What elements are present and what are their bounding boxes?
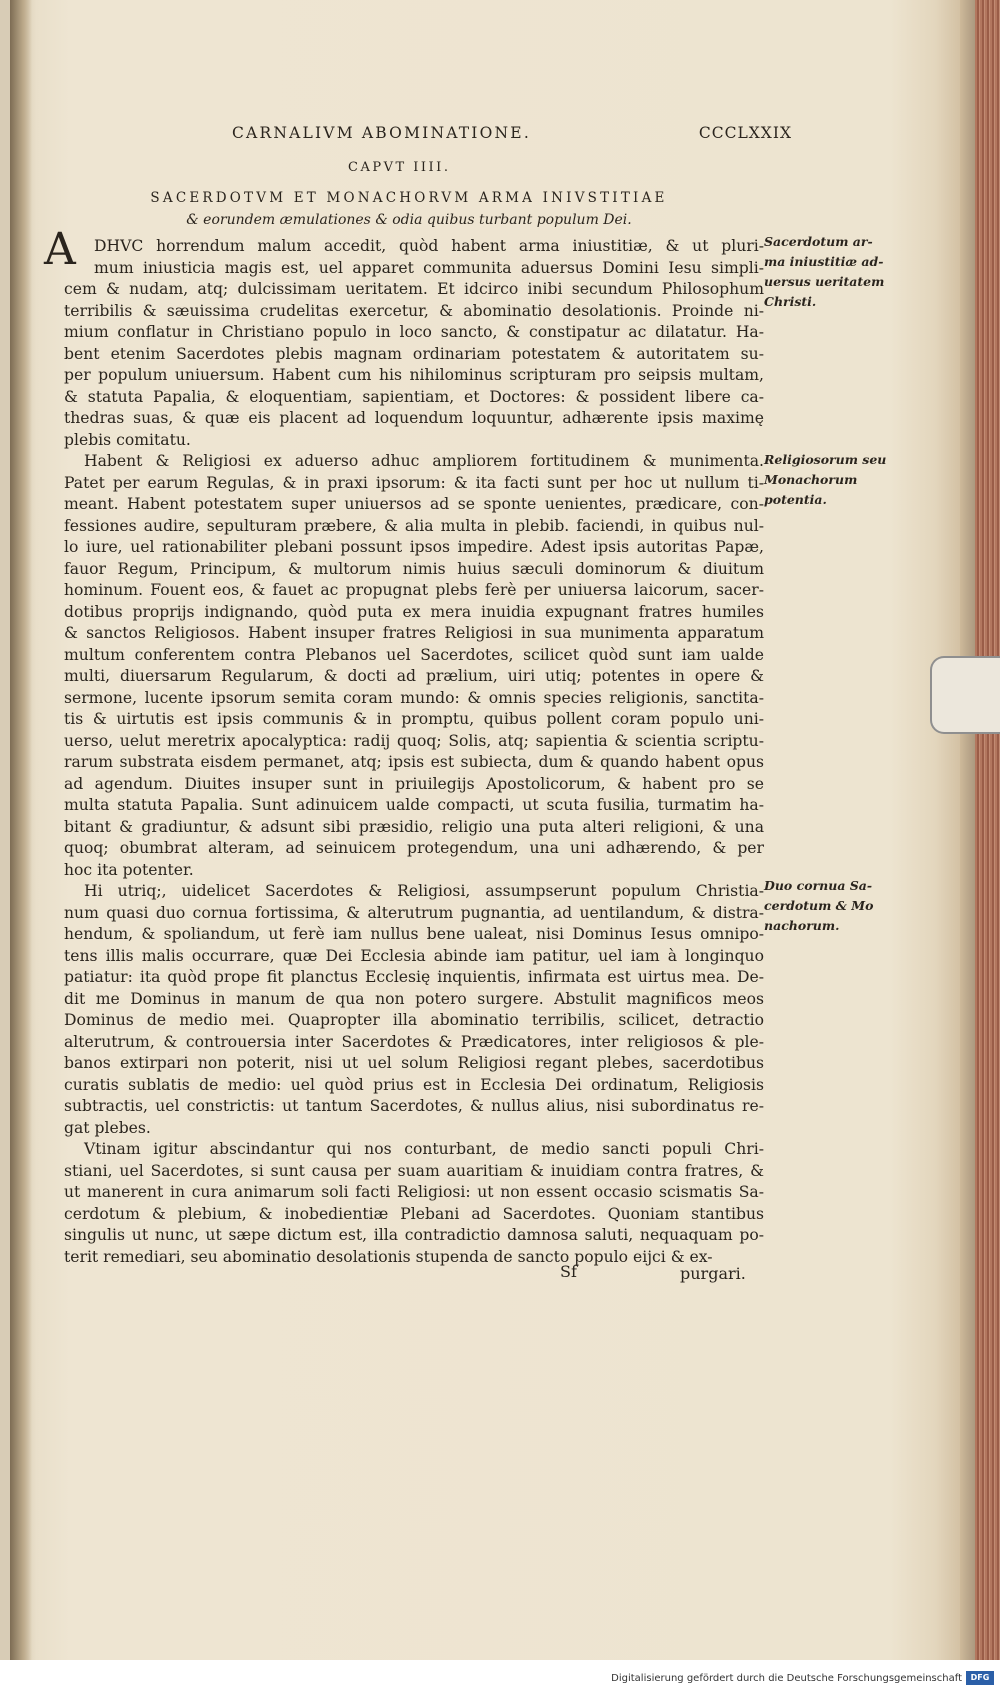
- paragraph-2: [64, 451, 764, 881]
- text-line: Hi utriq;, uidelicet Sacerdotes & Religiosi, assumpserunt populum Christia-: [84, 882, 764, 900]
- margin-note-2: [764, 450, 894, 510]
- text-line: quoq; obumbrat alteram, ad seinuicem protegendum, una uni adhærendo, & per: [64, 839, 764, 857]
- text-line: curatis sublatis de medio: uel quòd prius est in Ecclesia Dei ordinatum, Religiosis: [64, 1075, 764, 1094]
- text-line: tis & uirtutis est ipsis communis & in promptu, quibus pollent coram populo uni-: [64, 710, 764, 728]
- dfg-logo-icon: DFG: [966, 1671, 994, 1685]
- footer-credit: Digitalisierung gefördert durch die Deutsche Forschungsgemeinschaft: [611, 1673, 962, 1684]
- text-line: thedras suas, & quæ eis placent ad loquendum loquuntur, adhærente ipsis maximę: [64, 409, 764, 427]
- text-line: Patet per earum Regulas, & in praxi ipsorum: & ita facti sunt per hoc ut nullum ti-: [64, 473, 764, 492]
- margin-note-line: Monachorum: [764, 472, 858, 487]
- text-line: num quasi duo cornua fortissima, & alterutrum pugnantia, ad uentilandum, & distra-: [64, 903, 764, 922]
- margin-note-line: potentia.: [764, 492, 827, 507]
- text-line: uerso, uelut meretrix apocalyptica: radij quoq; Solis, atq; sapientia & scientia scriptu-: [64, 731, 764, 750]
- text-line: tens illis malis occurrare, quæ Dei Ecclesia abinde iam patitur, uel iam à longinquo: [64, 946, 764, 965]
- text-line: fauor Regum, Principum, & multorum nimis huius sæculi dominorum & diuitum: [64, 559, 764, 578]
- text-line: dotibus proprijs indignando, quòd puta ex mera inuidia expugnant fratres humiles: [64, 602, 764, 621]
- text-line: Dominus de medio mei. Quapropter illa abominatio terribilis, scilicet, detractio: [64, 1011, 764, 1029]
- text-line: bent etenim Sacerdotes plebis magnam ordinariam potestatem & autoritatem su-: [64, 344, 764, 363]
- margin-note-3: [764, 876, 894, 936]
- margin-note-line: Religiosorum seu: [764, 452, 887, 467]
- text-line: bitant & gradiuntur, & adsunt sibi præsidio, religio una puta alteri religioni, & una: [64, 817, 764, 836]
- text-line: rarum substrata eisdem permanet, atq; ipsis est subiecta, dum & quando habent opus: [64, 753, 764, 771]
- text-line: Habent & Religiosi ex aduerso adhuc ampliorem fortitudinem & munimenta.: [84, 452, 764, 470]
- text-line: plebis comitatu.: [64, 430, 191, 449]
- running-title: CARNALIVM ABOMINATIONE.: [232, 124, 531, 142]
- margin-note-line: cerdotum & Mo: [764, 898, 874, 913]
- text-line: ad agendum. Diuites insuper sunt in priuilegijs Apostolicorum, & habent pro se: [64, 774, 764, 793]
- text-line: hendum, & spoliandum, ut ferè iam nullus bene ualeat, nisi Dominus Iesus omnipo-: [64, 925, 764, 943]
- text-line: hominum. Fouent eos, & fauet ac propugnat plebs ferè per uniuersa laicorum, sacer-: [64, 581, 764, 599]
- catchword: purgari.: [680, 1264, 746, 1283]
- text-line: sermone, lucente ipsorum semita coram mundo: & omnis species religionis, sanctita-: [64, 688, 764, 707]
- margin-note-line: nachorum.: [764, 918, 840, 933]
- margin-note-line: Duo cornua Sa-: [764, 878, 873, 893]
- text-line: multum conferentem contra Plebanos uel Sacerdotes, scilicet quòd sunt iam ualde: [64, 645, 764, 664]
- book-edges: [975, 0, 1000, 1660]
- page-tab-marker: [930, 656, 1000, 734]
- text-line: mum iniusticia magis est, uel apparet communita aduersus Domini Iesu simpli-: [94, 258, 764, 277]
- drop-cap: A: [44, 224, 76, 275]
- text-line: stiani, uel Sacerdotes, si sunt causa per suam auaritiam & inuidiam contra fratres, &: [64, 1161, 764, 1180]
- margin-note-line: ma iniustitiæ ad-: [764, 254, 884, 269]
- running-header: [232, 124, 792, 146]
- body-text: [64, 236, 764, 1268]
- text-line: & statuta Papalia, & eloquentiam, sapientiam, et Doctores: & possident libere ca-: [64, 387, 764, 406]
- chapter-subtitle: SACERDOTVM ET MONACHORVM ARMA INIVSTITIAE: [150, 190, 668, 206]
- gutter-shadow: [10, 0, 32, 1660]
- chapter-subtitle-italic: & eorundem æmulationes & odia quibus turbant populum Dei.: [186, 212, 632, 228]
- signature-mark: Sf: [560, 1262, 577, 1281]
- margin-note-1: [764, 232, 894, 312]
- text-line: dit me Dominus in manum de qua non potero surgere. Abstulit magnificos meos: [64, 989, 764, 1008]
- folio-number: CCCLXXIX: [698, 124, 792, 142]
- text-line: meant. Habent potestatem super uniuersos ad se sponte uenientes, prædicare, con-: [64, 495, 764, 513]
- paragraph-3: [64, 881, 764, 1139]
- paragraph-1: [64, 236, 764, 451]
- margin-note-line: uersus ueritatem: [764, 274, 885, 289]
- text-line: DHVC horrendum malum accedit, quòd habent arma iniustitiæ, & ut pluri-: [94, 237, 764, 255]
- text-line: subtractis, uel constrictis: ut tantum Sacerdotes, & nullus alius, nisi subordinatus re-: [64, 1097, 764, 1115]
- text-line: singulis ut nunc, ut sæpe dictum est, illa contradictio damnosa saluti, nequaquam po-: [64, 1226, 764, 1244]
- text-line: patiatur: ita quòd prope fit planctus Ecclesię inquientis, infirmata est uirtus mea. De-: [64, 968, 764, 986]
- text-line: terit remediari, seu abominatio desolationis stupenda de sancto populo eijci & ex-: [64, 1247, 713, 1266]
- text-line: Vtinam igitur abscindantur qui nos conturbant, de medio sancti populi Chri-: [84, 1140, 764, 1158]
- text-line: multa statuta Papalia. Sunt adinuicem ualde compacti, ut scuta fusilia, turmatim ha-: [64, 796, 764, 814]
- text-line: banos extirpari non poterit, nisi ut uel solum Religiosi regant plebes, sacerdotibus: [64, 1054, 764, 1072]
- paragraph-4: [64, 1139, 764, 1268]
- text-line: fessiones audire, sepulturam præbere, & alia multa in plebib. faciendi, in quibus nul-: [64, 516, 764, 535]
- text-line: alterutrum, & controuersia inter Sacerdotes & Prædicatores, inter religiosos & ple-: [64, 1032, 764, 1051]
- text-line: hoc ita potenter.: [64, 860, 194, 879]
- text-line: ut manerent in cura animarum soli facti Religiosi: ut non essent occasio scismatis Sa-: [64, 1183, 764, 1201]
- text-line: gat plebes.: [64, 1118, 151, 1137]
- margin-note-line: Sacerdotum ar-: [764, 234, 873, 249]
- text-line: cerdotum & plebium, & inobedientiæ Plebani ad Sacerdotes. Quoniam stantibus: [64, 1204, 764, 1223]
- text-line: cem & nudam, atq; dulcissimam ueritatem. Et idcirco inibi secundum Philosophum: [64, 280, 764, 298]
- text-line: mium conflatur in Christiano populo in loco sancto, & constipatur ac dilatatur. Ha-: [64, 323, 764, 341]
- text-line: lo iure, uel rationabiliter plebani possunt ipsos impedire. Adest ipsis autoritas Papæ,: [64, 538, 764, 556]
- text-line: multi, diuersarum Regularum, & docti ad prælium, uiri utiq; potentes in opere &: [64, 667, 764, 685]
- text-line: per populum uniuersum. Habent cum his nihilominus scripturam pro seipsis multam,: [64, 366, 764, 384]
- text-line: terribilis & sæuissima crudelitas exercetur, & abominatio desolationis. Proinde ni-: [64, 301, 764, 320]
- margin-note-line: Christi.: [764, 294, 817, 309]
- chapter-heading: CAPVT IIII.: [348, 160, 451, 175]
- text-line: & sanctos Religiosos. Habent insuper fratres Religiosi in sua munimenta apparatum: [64, 624, 764, 642]
